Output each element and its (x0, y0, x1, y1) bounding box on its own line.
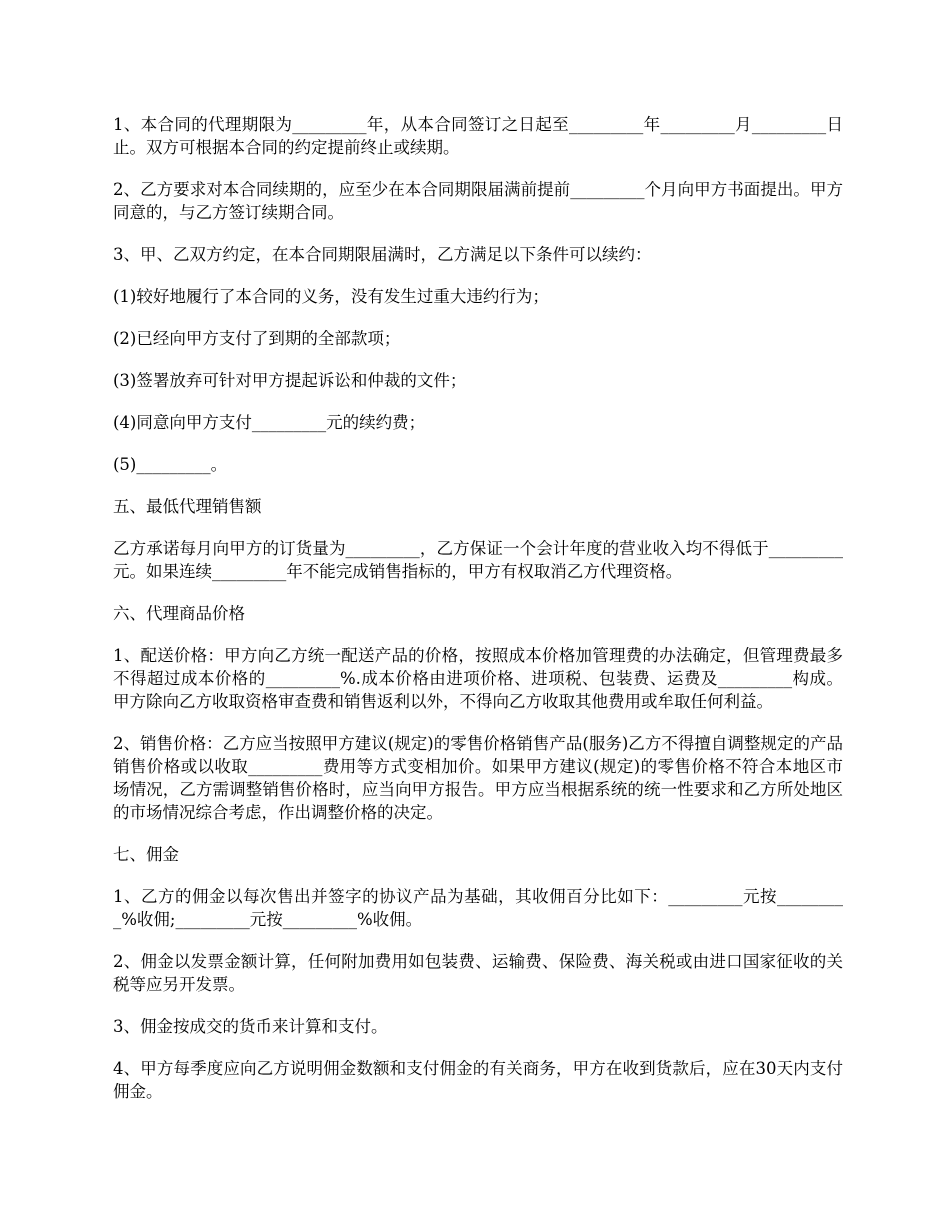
section-heading-pricing: 六、代理商品价格 (113, 604, 245, 623)
clause-commission-currency: 3、佣金按成交的货币来计算和支付。 (113, 1017, 388, 1036)
clause-retail-price: 2、销售价格：乙方应当按照甲方建议(规定)的零售价格销售产品(服务)乙方不得擅自调整规定的产品销售价格或以收取_________费用等方式变相加价。如果甲方建议(规定)的零售价格不符合本地区市场情况，乙方需调整销售价格时，应当向甲方报告。甲方应当根据系统的统一性要求和乙方所处地区的市场情况综合考虑，作出调整价格的决定。 (113, 734, 843, 822)
clause-term-period: 1、本合同的代理期限为_________年，从本合同签订之日起至_________年_________月_________日止。双方可根据本合同的约定提前终止或续期。 (113, 115, 843, 157)
condition-item-5: (5)_________。 (113, 455, 228, 474)
condition-item-4: (4)同意向甲方支付_________元的续约费； (113, 413, 426, 432)
section-heading-commission: 七、佣金 (113, 845, 179, 864)
condition-item-2: (2)已经向甲方支付了到期的全部款项； (113, 329, 401, 348)
clause-renewal-conditions: 3、甲、乙双方约定，在本合同期限届满时，乙方满足以下条件可以续约： (113, 245, 652, 264)
condition-item-3: (3)签署放弃可针对甲方提起诉讼和仲裁的文件； (113, 371, 467, 390)
section-heading-min-sales: 五、最低代理销售额 (113, 497, 262, 516)
condition-item-1: (1)较好地履行了本合同的义务，没有发生过重大违约行为； (113, 287, 549, 306)
clause-commission-invoice: 2、佣金以发票金额计算，任何附加费用如包装费、运输费、保险费、海关税或由进口国家征收的关税等应另开发票。 (113, 952, 843, 994)
clause-commission-rate: 1、乙方的佣金以每次售出并签字的协议产品为基础，其收佣百分比如下：_________元按_________%收佣;_________元按_________%收佣。 (113, 887, 843, 929)
document-body (113, 113, 843, 1122)
clause-commission-payment: 4、甲方每季度应向乙方说明佣金数额和支付佣金的有关商务，甲方在收到货款后，应在30天内支付佣金。 (113, 1059, 843, 1101)
clause-delivery-price: 1、配送价格：甲方向乙方统一配送产品的价格，按照成本价格加管理费的办法确定，但管理费最多不得超过成本价格的_________%.成本价格由进项价格、进项税、包装费、运费及_________构成。甲方除向乙方收取资格审查费和销售返利以外，不得向乙方收取其他费用或牟取任何利益。 (113, 646, 843, 711)
clause-min-sales: 乙方承诺每月向甲方的订货量为_________，乙方保证一个会计年度的营业收入均不得低于_________元。如果连续_________年不能完成销售指标的，甲方有权取消乙方代理资格。 (113, 539, 843, 581)
clause-renewal-request: 2、乙方要求对本合同续期的，应至少在本合同期限届满前提前_________个月向甲方书面提出。甲方同意的，与乙方签订续期合同。 (113, 180, 843, 222)
